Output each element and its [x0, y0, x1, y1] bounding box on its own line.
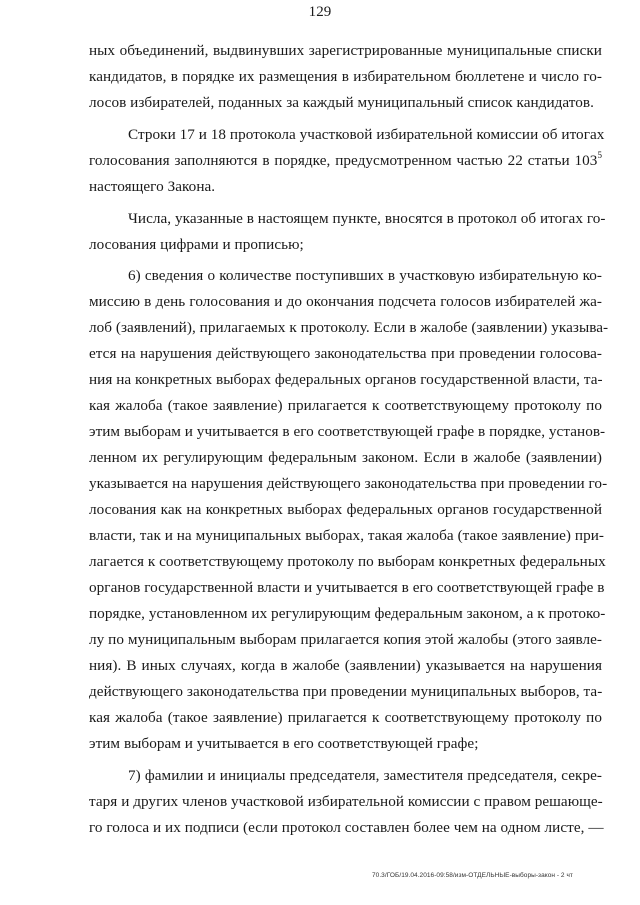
superscript: 5: [597, 150, 602, 160]
line-text: голосования заполняются в порядке, предусмотренном частью 22 статьи 103: [89, 152, 598, 169]
text-line: ния на конкретных выборах федеральных органов государственной власти, та-: [89, 371, 603, 388]
text-line: лагается к соответствующему протоколу по выборам конкретных федеральных: [89, 553, 606, 570]
text-line: лоб (заявлений), прилагаемых к протоколу. Если в жалобе (заявлении) указыва-: [89, 319, 609, 336]
text-line: Числа, указанные в настоящем пункте, вносятся в протокол об итогах го-: [128, 210, 606, 227]
text-line: органов государственной власти и учитывается в его соответствующей графе в: [89, 579, 605, 596]
text-line: ных объединений, выдвинувших зарегистрированные муниципальные списки: [89, 42, 602, 59]
text-line: власти, так и на муниципальных выборах, такая жалоба (такое заявление) при-: [89, 527, 604, 544]
text-line: го голоса и их подписи (если протокол составлен более чем на одном листе, —: [89, 819, 604, 836]
page-number: 129: [308, 4, 332, 20]
text-line: 6) сведения о количестве поступивших в участковую избирательную ко-: [128, 267, 602, 284]
text-line: Строки 17 и 18 протокола участковой избирательной комиссии об итогах: [128, 126, 605, 143]
text-line: лу по муниципальным выборам прилагается копия этой жалобы (этого заявле-: [89, 631, 602, 648]
text-line: указывается на нарушения действующего законодательства при проведении го-: [89, 475, 608, 492]
text-line: ется на нарушения действующего законодательства при проведении голосова-: [89, 345, 602, 362]
text-line: этим выборам и учитывается в его соответствующей графе;: [89, 735, 479, 752]
text-line: лосов избирателей, поданных за каждый муниципальный список кандидатов.: [89, 94, 595, 111]
text-line: [89, 151, 602, 171]
text-line: ленном их регулирующим федеральным законом. Если в жалобе (заявлении): [89, 449, 602, 466]
text-line: миссию в день голосования и до окончания подсчета голосов избирателей жа-: [89, 293, 602, 310]
text-line: кая жалоба (такое заявление) прилагается к соответствующему протоколу по: [89, 397, 602, 414]
text-line: настоящего Закона.: [89, 178, 216, 195]
text-line: лосования как на конкретных выборах федеральных органов государственной: [89, 501, 602, 518]
text-line: действующего законодательства при проведении муниципальных выборов, та-: [89, 683, 603, 700]
text-line: кандидатов, в порядке их размещения в избирательном бюллетене и число го-: [89, 68, 602, 85]
text-line: ния). В иных случаях, когда в жалобе (заявлении) указывается на нарушения: [89, 657, 602, 674]
text-line: этим выборам и учитывается в его соответствующей графе в порядке, установ-: [89, 423, 606, 440]
footer-file-path: 70.3/ГОБ/19.04.2016-09:58/изм-ОТДЕЛЬНЫЕ-выборы-закон - 2 чт: [372, 872, 573, 879]
text-line: лосования цифрами и прописью;: [89, 236, 304, 253]
text-line: кая жалоба (такое заявление) прилагается к соответствующему протоколу по: [89, 709, 602, 726]
text-line: 7) фамилии и инициалы председателя, заместителя председателя, секре-: [128, 767, 602, 784]
text-line: порядке, установленном их регулирующим федеральным законом, а к протоко-: [89, 605, 606, 622]
text-line: таря и других членов участковой избирательной комиссии с правом решающе-: [89, 793, 603, 810]
